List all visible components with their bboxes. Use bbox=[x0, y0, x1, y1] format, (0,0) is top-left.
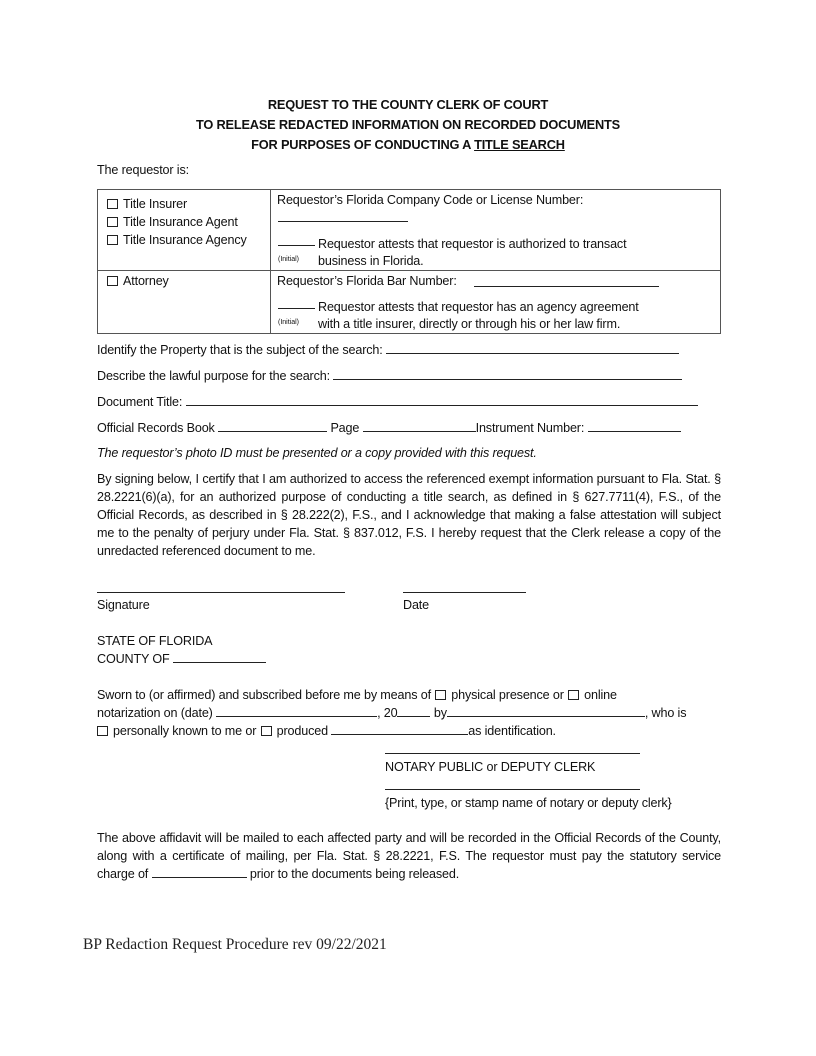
date-label: Date bbox=[403, 598, 430, 612]
license-number-label: Requestor’s Florida Company Code or License Number: bbox=[277, 193, 584, 207]
table-row-title bbox=[98, 190, 721, 271]
initial-input-title[interactable] bbox=[278, 233, 315, 246]
document-title-label: Document Title: bbox=[97, 395, 183, 409]
title-line-1: REQUEST TO THE COUNTY CLERK OF COURT bbox=[267, 97, 549, 112]
page-label: Page bbox=[330, 421, 360, 435]
initial-label: (Initial) bbox=[278, 319, 300, 326]
notary-signature-line[interactable] bbox=[385, 753, 640, 754]
attest-agency-line1: Requestor attests that requestor has an agency agreement bbox=[318, 300, 639, 314]
option-title-insurance-agent[interactable] bbox=[107, 213, 270, 231]
checkbox-icon[interactable] bbox=[107, 217, 118, 227]
requestor-type-table bbox=[97, 189, 721, 334]
purpose-field bbox=[97, 367, 682, 385]
title-line-3-prefix: FOR PURPOSES OF CONDUCTING A bbox=[251, 137, 475, 152]
personally-known-label: personally known to me or bbox=[113, 724, 257, 738]
initial-input-attorney[interactable] bbox=[278, 296, 315, 309]
date-line[interactable] bbox=[403, 592, 526, 593]
notary-name-line[interactable] bbox=[385, 789, 640, 790]
photo-id-notice: The requestor’s photo ID must be presented or a copy provided with this request. bbox=[97, 446, 537, 460]
option-title-insurer[interactable] bbox=[107, 195, 270, 213]
county-field bbox=[97, 650, 266, 668]
sworn-line-2 bbox=[97, 704, 686, 722]
or-book-label: Official Records Book bbox=[97, 421, 215, 435]
page-input[interactable] bbox=[363, 419, 476, 432]
purpose-input[interactable] bbox=[333, 367, 682, 380]
option-label: Attorney bbox=[123, 274, 169, 288]
as-identification-label: as identification. bbox=[468, 724, 556, 738]
checkbox-icon[interactable] bbox=[107, 276, 118, 286]
who-is-label: , who is bbox=[644, 706, 687, 720]
checkbox-icon[interactable] bbox=[261, 726, 272, 736]
title-line-3 bbox=[0, 137, 816, 152]
online-label: online bbox=[584, 688, 617, 702]
option-label: Title Insurance Agent bbox=[123, 215, 238, 229]
bar-number-input[interactable] bbox=[474, 274, 659, 287]
by-label: by bbox=[433, 706, 447, 720]
footer-revision: BP Redaction Request Procedure rev 09/22/2021 bbox=[83, 936, 387, 953]
affidavit-notice-text-end: prior to the documents being released. bbox=[249, 867, 460, 881]
affidavit-notice-text: The above affidavit will be mailed to each affected party and will be recorded in the Official Records of the County, along with a certificate of mailing, per Fla. Stat. § 28.2221, F.S. The requestor must pay the statutory service charge of bbox=[97, 831, 721, 881]
document-title-field bbox=[97, 393, 698, 411]
county-input[interactable] bbox=[173, 650, 266, 663]
initial-label: (Initial) bbox=[278, 256, 300, 263]
sworn-line-3 bbox=[97, 722, 556, 740]
property-input[interactable] bbox=[386, 341, 679, 354]
table-row-attorney bbox=[98, 271, 721, 334]
certification-paragraph: By signing below, I certify that I am authorized to access the referenced exempt information pursuant to Fla. Stat. § 28.2221(6)(a), for an authorized purpose of conducting a title search, as defined in § 627.7711(4), F.S., of the Official Records, as described in § 28.222(2), F.S., and I acknowledge that making a false attestation will subject me to the penalty of perjury under Fla. Stat. § 837.012, F.S. I hereby request that the Clerk release a copy of the unredacted referenced document to me. bbox=[97, 472, 721, 558]
affiant-name-input[interactable] bbox=[447, 704, 645, 717]
option-title-insurance-agency[interactable] bbox=[107, 231, 270, 249]
attest-authorized-line1: Requestor attests that requestor is authorized to transact bbox=[318, 237, 627, 251]
county-label: COUNTY OF bbox=[97, 652, 170, 666]
physical-presence-label: physical presence or bbox=[451, 688, 564, 702]
license-cell bbox=[271, 190, 721, 271]
service-charge-input[interactable] bbox=[152, 865, 247, 878]
notary-label: NOTARY PUBLIC or DEPUTY CLERK bbox=[385, 760, 596, 774]
bar-number-label: Requestor’s Florida Bar Number: bbox=[277, 274, 457, 288]
signature-label: Signature bbox=[97, 598, 150, 612]
requestor-options-cell bbox=[98, 190, 271, 271]
produced-label: produced bbox=[276, 724, 328, 738]
property-field bbox=[97, 341, 679, 359]
bar-number-cell bbox=[271, 271, 721, 334]
option-label: Title Insurance Agency bbox=[123, 233, 247, 247]
year-input[interactable] bbox=[397, 704, 430, 717]
license-number-input[interactable] bbox=[278, 209, 408, 222]
instrument-label: Instrument Number: bbox=[475, 421, 585, 435]
notarization-date-label: notarization on (date) bbox=[97, 706, 213, 720]
notarization-date-input[interactable] bbox=[216, 704, 377, 717]
attest-authorized-line2: business in Florida. bbox=[318, 254, 424, 268]
signature-line[interactable] bbox=[97, 592, 345, 593]
option-label: Title Insurer bbox=[123, 197, 188, 211]
or-book-input[interactable] bbox=[218, 419, 327, 432]
checkbox-icon[interactable] bbox=[435, 690, 446, 700]
attorney-option-cell bbox=[98, 271, 271, 334]
affidavit-notice bbox=[97, 829, 721, 883]
requestor-intro: The requestor is: bbox=[97, 163, 189, 177]
checkbox-icon[interactable] bbox=[568, 690, 579, 700]
property-label: Identify the Property that is the subject of the search: bbox=[97, 343, 383, 357]
year-prefix: , 20 bbox=[377, 706, 398, 720]
title-line-2: TO RELEASE REDACTED INFORMATION ON RECORDED DOCUMENTS bbox=[195, 117, 621, 132]
print-name-label: {Print, type, or stamp name of notary or deputy clerk} bbox=[385, 796, 672, 810]
identification-input[interactable] bbox=[331, 722, 468, 735]
purpose-label: Describe the lawful purpose for the search: bbox=[97, 369, 330, 383]
document-title-input[interactable] bbox=[186, 393, 698, 406]
checkbox-icon[interactable] bbox=[97, 726, 108, 736]
checkbox-icon[interactable] bbox=[107, 199, 118, 209]
records-row bbox=[97, 419, 681, 437]
instrument-input[interactable] bbox=[588, 419, 681, 432]
attest-agency-line2: with a title insurer, directly or through his or her law firm. bbox=[318, 317, 621, 331]
option-attorney[interactable] bbox=[107, 272, 270, 290]
checkbox-icon[interactable] bbox=[107, 235, 118, 245]
title-search-emphasis: TITLE SEARCH bbox=[474, 137, 565, 152]
sworn-line-1 bbox=[97, 686, 617, 704]
state-label: STATE OF FLORIDA bbox=[97, 634, 213, 648]
sworn-text: Sworn to (or affirmed) and subscribed before me by means of bbox=[97, 688, 431, 702]
